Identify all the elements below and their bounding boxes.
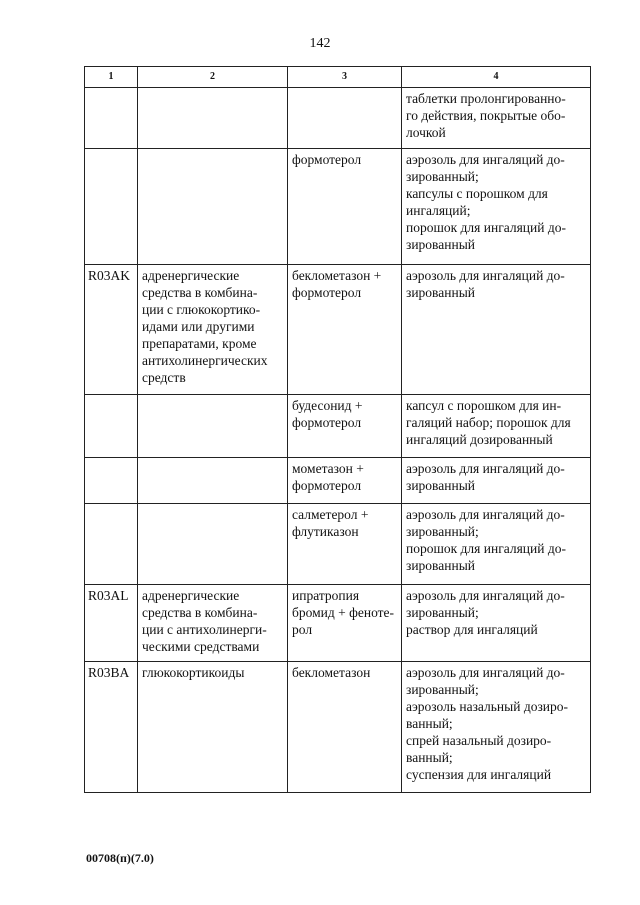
- form-cell: [402, 458, 591, 504]
- substance-name: будесонид + формотерол: [292, 398, 363, 430]
- substance-name: беклометазон: [292, 665, 371, 680]
- table-row: [85, 149, 591, 265]
- group-cell: [138, 662, 288, 793]
- substance-name: салметерол + флутиказон: [292, 507, 369, 539]
- column-header-1: 1: [85, 67, 138, 88]
- dosage-form: капсул с порошком для ин- галяций набор; порошок для ингаляций дозированный: [406, 398, 571, 447]
- form-cell: [402, 265, 591, 395]
- group-cell: [138, 265, 288, 395]
- table-row: [85, 88, 591, 149]
- form-cell: [402, 395, 591, 458]
- atc-code-cell: [85, 585, 138, 662]
- page-number: 142: [309, 36, 331, 51]
- dosage-form: аэрозоль для ингаляций до- зированный: [406, 461, 565, 493]
- atc-code-cell: [85, 149, 138, 265]
- group-name: адренергические средства в комбина- ции с антихолинерги- ческими средствами: [142, 588, 267, 654]
- column-header-2: 2: [138, 67, 288, 88]
- form-cell: [402, 504, 591, 585]
- table-row: [85, 265, 591, 395]
- drug-table: [84, 66, 591, 793]
- form-cell: [402, 585, 591, 662]
- table-header-row: [85, 67, 591, 88]
- column-header-3: 3: [288, 67, 402, 88]
- substance-cell: [288, 149, 402, 265]
- atc-code: R03AK: [88, 268, 131, 283]
- table-row: [85, 395, 591, 458]
- substance-cell: [288, 458, 402, 504]
- atc-code: R03BA: [88, 665, 130, 680]
- table-row: [85, 504, 591, 585]
- substance-cell: [288, 662, 402, 793]
- substance-name: формотерол: [292, 152, 362, 167]
- column-header-4: 4: [402, 67, 591, 88]
- atc-code-cell: [85, 265, 138, 395]
- substance-cell: [288, 265, 402, 395]
- group-name: адренергические средства в комбина- ции с глюкокортико- идами или другими препаратами, кроме антихолинергических средств: [142, 268, 268, 385]
- atc-code-cell: [85, 662, 138, 793]
- group-cell: [138, 88, 288, 149]
- atc-code-cell: [85, 395, 138, 458]
- atc-code-cell: [85, 458, 138, 504]
- atc-code: R03AL: [88, 588, 129, 603]
- dosage-form: аэрозоль для ингаляций до- зированный; раствор для ингаляций: [406, 588, 565, 637]
- dosage-form: аэрозоль для ингаляций до- зированный; капсулы с порошком для ингаляций; порошок для ингаляций до- зированный: [406, 152, 566, 252]
- substance-name: ипратропия бромид + феноте- рол: [292, 588, 395, 637]
- group-cell: [138, 395, 288, 458]
- dosage-form: аэрозоль для ингаляций до- зированный; порошок для ингаляций до- зированный: [406, 507, 566, 573]
- atc-code-cell: [85, 88, 138, 149]
- substance-cell: [288, 395, 402, 458]
- dosage-form: таблетки пролонгированно- го действия, покрытые обо- лочкой: [406, 91, 566, 140]
- substance-cell: [288, 585, 402, 662]
- table-row: [85, 585, 591, 662]
- group-name: глюкокортикоиды: [142, 665, 245, 680]
- substance-name: беклометазон + формотерол: [292, 268, 382, 300]
- group-cell: [138, 585, 288, 662]
- substance-cell: [288, 88, 402, 149]
- form-cell: [402, 88, 591, 149]
- form-cell: [402, 149, 591, 265]
- substance-cell: [288, 504, 402, 585]
- group-cell: [138, 149, 288, 265]
- atc-code-cell: [85, 504, 138, 585]
- group-cell: [138, 458, 288, 504]
- group-cell: [138, 504, 288, 585]
- table-row: [85, 662, 591, 793]
- form-cell: [402, 662, 591, 793]
- table-row: [85, 458, 591, 504]
- dosage-form: аэрозоль для ингаляций до- зированный; аэрозоль назальный дозиро- ванный; спрей назальный дозиро- ванный; суспензия для ингаляций: [406, 665, 568, 782]
- document-code: 00708(п)(7.0): [86, 851, 154, 865]
- substance-name: мометазон + формотерол: [292, 461, 364, 493]
- dosage-form: аэрозоль для ингаляций до- зированный: [406, 268, 565, 300]
